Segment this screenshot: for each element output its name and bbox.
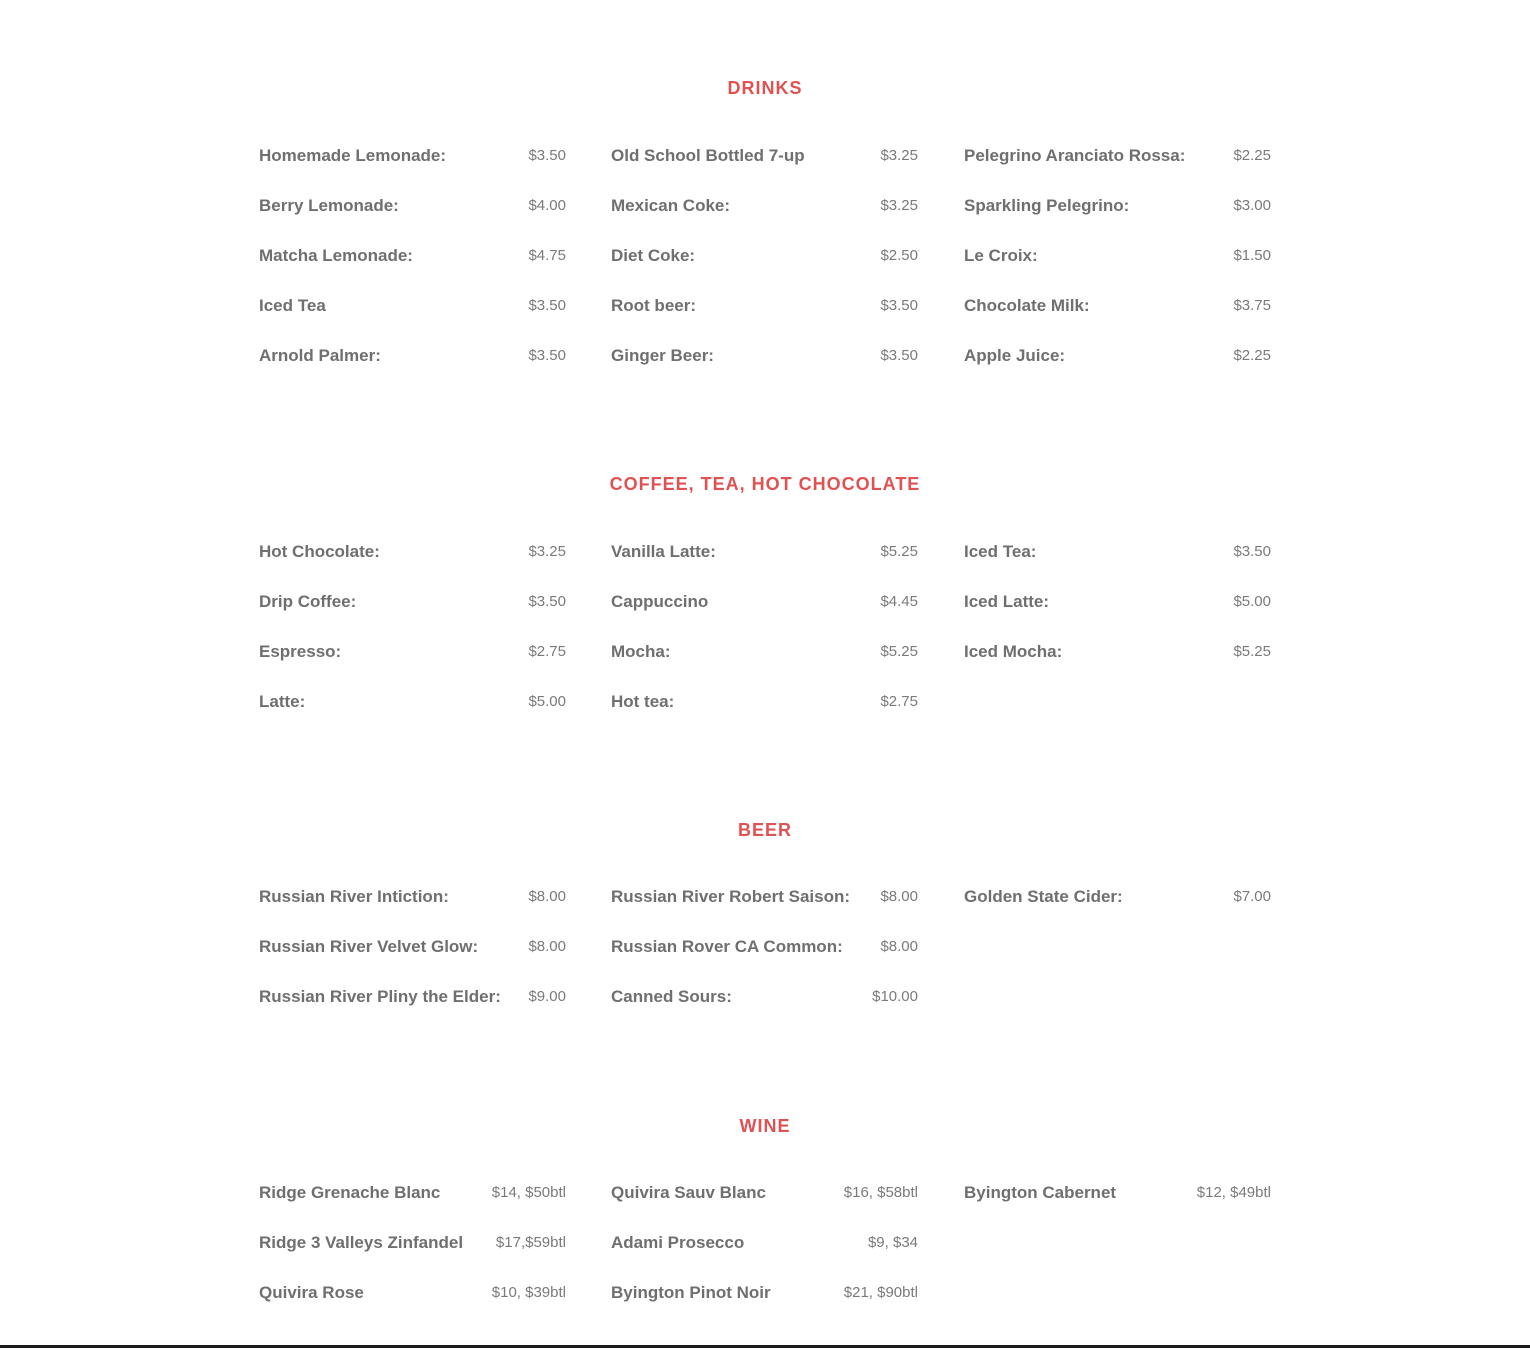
section-title-drinks: DRINKS [727,78,803,98]
menu-item [964,346,1271,366]
item-name: Pelegrino Aranciato Rossa: [964,146,1186,165]
menu-item [964,592,1271,612]
menu-item [611,592,918,612]
item-name: Ridge Grenache Blanc [259,1183,441,1202]
section-title-coffee: COFFEE, TEA, HOT CHOCOLATE [609,474,921,494]
menu-column [964,542,1271,662]
item-price: $2.50 [880,247,918,264]
menu-column [611,1183,918,1303]
menu-item [259,246,566,266]
item-name: Quivira Sauv Blanc [611,1183,766,1202]
menu-item [611,346,918,366]
item-price: $3.75 [1233,297,1271,314]
item-name: Golden State Cider: [964,887,1123,906]
item-price: $7.00 [1233,888,1271,905]
menu-item [964,642,1271,662]
menu-column [964,146,1271,366]
menu-column [259,1183,566,1303]
item-name: Ridge 3 Valleys Zinfandel [259,1233,464,1252]
menu-item [259,692,566,712]
item-price: $4.75 [528,247,566,264]
item-price: $3.50 [1233,543,1271,560]
item-name: Le Croix: [964,246,1038,265]
menu-column [259,887,566,1007]
item-name: Russian River Robert Saison: [611,887,851,906]
menu-item [964,887,1271,907]
menu-column [611,146,918,366]
item-price: $3.25 [528,543,566,560]
item-name: Russian River Pliny the Elder: [259,987,501,1006]
menu-item [964,196,1271,216]
item-price: $16, $58btl [843,1184,918,1201]
menu-item [611,1183,918,1203]
menu-item [964,1183,1271,1203]
menu-item [259,1233,566,1253]
item-name: Diet Coke: [611,246,696,265]
item-name: Sparkling Pelegrino: [964,196,1130,215]
item-price: $9.00 [528,988,566,1005]
menu-item [259,542,566,562]
item-name: Latte: [259,692,306,711]
menu-item [259,346,566,366]
item-name: Root beer: [611,296,696,315]
item-name: Hot Chocolate: [259,542,380,561]
item-price: $3.25 [880,197,918,214]
item-price: $5.25 [880,543,918,560]
item-price: $8.00 [528,888,566,905]
section-title-beer: BEER [737,820,792,840]
menu-item [259,196,566,216]
item-price: $3.00 [1233,197,1271,214]
item-name: Adami Prosecco [611,1233,745,1252]
menu-item [259,592,566,612]
item-price: $5.25 [880,643,918,660]
item-price: $8.00 [880,938,918,955]
item-name: Iced Tea [259,296,326,315]
item-name: Drip Coffee: [259,592,357,611]
item-name: Apple Juice: [964,346,1066,365]
item-name: Espresso: [259,642,342,661]
item-name: Hot tea: [611,692,675,711]
item-price: $10, $39btl [491,1284,566,1301]
item-price: $14, $50btl [491,1184,566,1201]
item-name: Chocolate Milk: [964,296,1090,315]
item-price: $21, $90btl [843,1284,918,1301]
item-name: Russian Rover CA Common: [611,937,843,956]
section-title-wine: WINE [739,1116,791,1136]
item-name: Iced Tea: [964,542,1037,561]
menu-item [259,296,566,316]
item-name: Vanilla Latte: [611,542,716,561]
menu-column [611,542,918,712]
item-price: $17,$59btl [495,1234,566,1251]
menu-item [611,642,918,662]
menu-item [611,246,918,266]
item-price: $3.50 [880,297,918,314]
item-price: $4.00 [528,197,566,214]
menu-item [259,937,566,957]
item-name: Iced Latte: [964,592,1050,611]
menu-column [611,887,918,1007]
item-price: $5.00 [528,693,566,710]
item-price: $3.50 [528,147,566,164]
menu-item [259,146,566,166]
menu-item [611,987,918,1007]
item-price: $12, $49btl [1196,1184,1271,1201]
menu-item [611,196,918,216]
menu-item [964,246,1271,266]
menu-item [611,1233,918,1253]
menu-item [964,542,1271,562]
menu-item [964,296,1271,316]
item-price: $2.25 [1233,147,1271,164]
item-name: Byington Pinot Noir [611,1283,771,1302]
menu-column [964,887,1271,907]
item-name: Old School Bottled 7-up [611,146,805,165]
menu-item [259,1183,566,1203]
menu-item [611,146,918,166]
item-name: Matcha Lemonade: [259,246,413,265]
menu-column [259,146,566,366]
item-name: Iced Mocha: [964,642,1063,661]
item-price: $4.45 [880,593,918,610]
item-name: Arnold Palmer: [259,346,381,365]
menu-item [611,1283,918,1303]
item-price: $8.00 [880,888,918,905]
item-name: Russian River Velvet Glow: [259,937,479,956]
item-price: $3.50 [528,593,566,610]
menu-item [611,542,918,562]
item-name: Byington Cabernet [964,1183,1117,1202]
menu-item [259,1283,566,1303]
item-price: $9, $34 [867,1234,918,1251]
menu-column [259,542,566,712]
item-name: Mocha: [611,642,671,661]
menu-item [611,692,918,712]
item-name: Russian River Intiction: [259,887,449,906]
item-price: $2.75 [528,643,566,660]
item-price: $5.00 [1233,593,1271,610]
item-price: $5.25 [1233,643,1271,660]
item-price: $3.50 [528,297,566,314]
item-name: Ginger Beer: [611,346,714,365]
menu-item [964,146,1271,166]
item-price: $2.25 [1233,347,1271,364]
item-name: Canned Sours: [611,987,732,1006]
item-price: $1.50 [1233,247,1271,264]
menu-item [259,642,566,662]
menu-item [611,887,918,907]
menu-column [964,1183,1271,1203]
item-name: Cappuccino [611,592,709,611]
item-price: $3.25 [880,147,918,164]
item-price: $3.50 [880,347,918,364]
menu-item [611,296,918,316]
menu-item [259,987,566,1007]
item-name: Homemade Lemonade: [259,146,447,165]
item-price: $3.50 [528,347,566,364]
item-name: Mexican Coke: [611,196,731,215]
item-price: $8.00 [528,938,566,955]
item-name: Quivira Rose [259,1283,364,1302]
menu-item [611,937,918,957]
item-price: $2.75 [880,693,918,710]
item-price: $10.00 [872,988,918,1005]
menu-item [259,887,566,907]
item-name: Berry Lemonade: [259,196,399,215]
